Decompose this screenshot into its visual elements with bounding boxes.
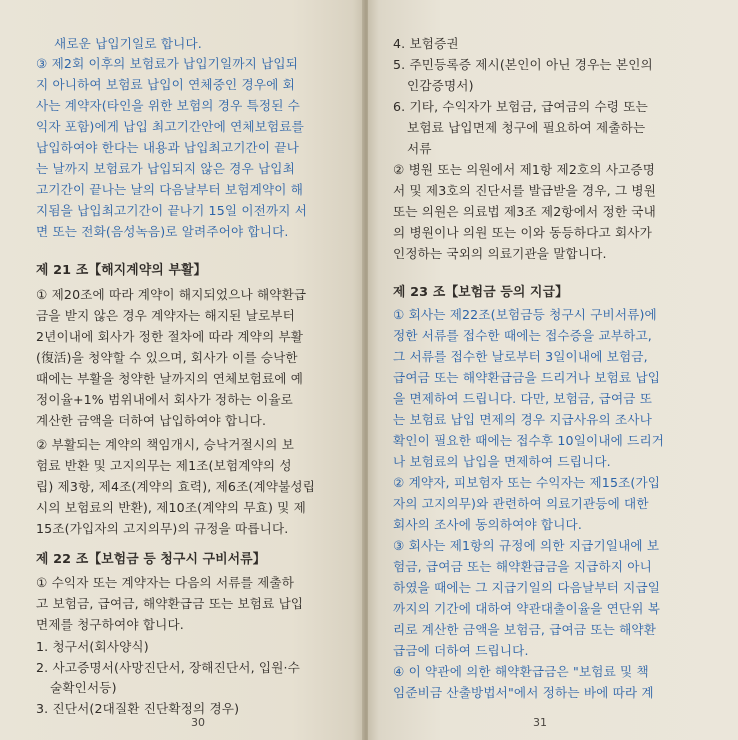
text-line: 계산한 금액을 더하여 납입하여야 합니다. <box>36 413 267 428</box>
text-line: 정한 서류를 접수한 때에는 접수증을 교부하고, <box>393 328 652 343</box>
text-line: 5. 주민등록증 제시(본인이 아닌 경우는 본인의 <box>393 57 653 72</box>
text-line: 지 아니하여 보험료 납입이 연체중인 경우에 회 <box>36 77 295 92</box>
text-line: 면 또는 전화(음성녹음)로 알려주어야 합니다. <box>36 224 289 239</box>
text-line: ① 수익자 또는 계약자는 다음의 서류를 제출하 <box>36 575 295 590</box>
text-line: 지됨을 납입최고기간이 끝나기 15일 이전까지 서 <box>36 203 308 218</box>
text-line: ① 회사는 제22조(보험금등 청구시 구비서류)에 <box>393 307 657 322</box>
text-line: 확인이 필요한 때에는 접수후 10일이내에 드리거 <box>393 433 665 448</box>
page-number-right: 31 <box>533 716 547 729</box>
text-line: 2년이내에 회사가 정한 절차에 따라 계약의 부활 <box>36 329 304 344</box>
text-line: 회사의 조사에 동의하여야 합니다. <box>393 517 583 532</box>
text-line: 서류 <box>407 141 432 156</box>
text-line: 자의 고지의무)와 관련하여 의료기관등에 대한 <box>393 496 649 511</box>
text-line: 보험료 납입면제 청구에 필요하여 제출하는 <box>407 120 646 135</box>
text-line: ④ 이 약관에 의한 해약환급금은 "보험료 및 책 <box>393 664 649 679</box>
text-line: 사는 계약자(타인을 위한 보험의 경우 특정된 수 <box>36 98 300 113</box>
text-line: 까지의 기간에 대하여 약관대출이율을 연단위 복 <box>393 601 661 616</box>
text-line: 나 보험료의 납입을 면제하여 드립니다. <box>393 454 611 469</box>
text-line: ② 병원 또는 의원에서 제1항 제2호의 사고증명 <box>393 162 656 177</box>
text-line: 인감증명서) <box>407 78 474 93</box>
text-line: 1. 청구서(회사양식) <box>36 639 149 654</box>
text-line: 고기간이 끝나는 날의 다음날부터 보험계약이 해 <box>36 182 304 197</box>
text-line: 급금에 더하여 드립니다. <box>393 643 529 658</box>
text-line: 그 서류를 접수한 날로부터 3일이내에 보험금, <box>393 349 648 364</box>
text-line: (復活)을 청약할 수 있으며, 회사가 이를 승낙한 <box>36 350 298 365</box>
article-heading: 제 22 조【보험금 등 청구시 구비서류】 <box>36 552 266 567</box>
text-line: 4. 보험증권 <box>393 36 459 51</box>
text-line: 납입하여야 한다는 내용과 납입최고기간이 끝나 <box>36 140 299 155</box>
text-line: 리로 계산한 금액을 보험금, 급여금 또는 해약환 <box>393 622 657 637</box>
text-line: 또는 의원은 의료법 제3조 제2항에서 정한 국내 <box>393 204 656 219</box>
text-line: 인정하는 국외의 의료기관을 말합니다. <box>393 246 607 261</box>
text-line: 정이율+1% 범위내에서 회사가 정하는 이율로 <box>36 392 293 407</box>
text-line: 3. 진단서(2대질환 진단확정의 경우) <box>36 701 240 716</box>
right-page <box>368 0 738 740</box>
text-line: 술확인서등) <box>50 680 117 695</box>
text-line: 금을 받지 않은 경우 계약자는 해지된 날로부터 <box>36 308 295 323</box>
text-line: 는 날까지 보험료가 납입되지 않은 경우 납입최 <box>36 161 295 176</box>
text-line: 2. 사고증명서(사망진단서, 장해진단서, 입원·수 <box>36 660 300 675</box>
text-line: 익자 포함)에게 납입 최고기간안에 연체보험료를 <box>36 119 304 134</box>
text-line: ③ 회사는 제1항의 규정에 의한 지급기일내에 보 <box>393 538 660 553</box>
text-line: 때에는 부활을 청약한 날까지의 연체보험료에 예 <box>36 371 304 386</box>
text-line: ③ 제2회 이후의 보험료가 납입기일까지 납입되 <box>36 56 299 71</box>
text-line: 15조(가입자의 고지의무)의 규정을 따릅니다. <box>36 521 289 536</box>
text-line: 의 병원이나 의원 또는 이와 동등하다고 회사가 <box>393 225 652 240</box>
page-number-left: 30 <box>191 716 205 729</box>
article-heading: 제 23 조【보험금 등의 지급】 <box>393 285 569 300</box>
text-line: 임준비금 산출방법서"에서 정하는 바에 따라 계 <box>393 685 654 700</box>
text-line: 고 보험금, 급여금, 해약환급금 또는 보험료 납입 <box>36 596 304 611</box>
text-line: 시의 보험료의 반환), 제10조(계약의 무효) 및 제 <box>36 500 306 515</box>
text-line: ① 제20조에 따라 계약이 해지되었으나 해약환급 <box>36 287 307 302</box>
text-line: 새로운 납입기일로 합니다. <box>54 36 202 51</box>
text-line: ② 계약자, 피보험자 또는 수익자는 제15조(가입 <box>393 475 661 490</box>
text-line: 급여금 또는 해약환급금을 드리거나 보험료 납입 <box>393 370 661 385</box>
text-line: 면제를 청구하여야 합니다. <box>36 617 184 632</box>
article-heading: 제 21 조【해지계약의 부활】 <box>36 263 207 278</box>
text-line: 을 면제하여 드립니다. 다만, 보험금, 급여금 또 <box>393 391 653 406</box>
text-line: 서 및 제3호의 진단서를 발급받을 경우, 그 병원 <box>393 183 657 198</box>
text-line: 하였을 때에는 그 지급기일의 다음날부터 지급일 <box>393 580 661 595</box>
text-line: 는 보험료 납입 면제의 경우 지급사유의 조사나 <box>393 412 652 427</box>
left-page <box>0 0 364 740</box>
text-line: 6. 기타, 수익자가 보험금, 급여금의 수령 또는 <box>393 99 648 114</box>
text-line: ② 부활되는 계약의 책임개시, 승낙거절시의 보 <box>36 437 295 452</box>
text-line: 험료 반환 및 고지의무는 제1조(보험계약의 성 <box>36 458 292 473</box>
text-line: 립) 제3항, 제4조(계약의 효력), 제6조(계약불성립 <box>36 479 316 494</box>
text-line: 험금, 급여금 또는 해약환급금을 지급하지 아니 <box>393 559 652 574</box>
